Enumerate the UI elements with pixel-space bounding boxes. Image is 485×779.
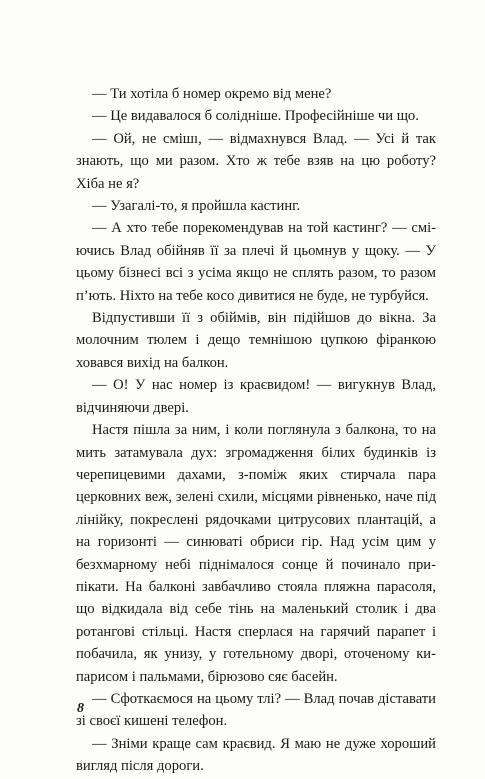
paragraph: — О! У нас номер із краєвидом! — вигукнув Влад, відчиняючи двері.	[76, 377, 436, 416]
paragraph: — Зніми краще сам краєвид. Я маю не дуже хороший вигляд після дороги.	[76, 735, 436, 775]
body-text	[76, 83, 436, 778]
paragraph: — Сфоткаємося на цьому тлі? — Влад почав діставати зі своєї кишені телефон.	[76, 690, 436, 730]
paragraph: Відпустивши її з обіймів, він підійшов до вікна. За молочним тюлем і дещо темнішою цупкою фіранкою ховався вихід на балкон.	[76, 310, 436, 371]
paragraph: — Узагалі-то, я пройшла кастинг.	[92, 198, 301, 215]
paragraph: — Це видавалося б солідніше. Професійніше чи що.	[92, 108, 419, 125]
paragraph: Настя пішла за ним, і коли поглянула з балкона, то на мить затамувала дух: згромадження білих будинків із черепицевими дахами, з-поміж яких стирчала пара церковних веж, зелені схили, місцями рівненько, наче під лінійку, покреслені рядочками цитрусових плантацій, а на горизонті — синюваті обриси гір. Над усім цим у безхмарному небі піднімалося сонце й починало припікати. На балконі завбачливо стояла пляжна парасоля, що відкидала від себе тінь на маленький столик і два ротангові стільці. Настя сперлася на гарячий парапет і побачила, як унизу, у готельному дворі, оточеному кипарисом і пальмами, бірюзово сяє басейн.	[76, 422, 436, 685]
paragraph: — А хто тебе порекомендував на той кастинг? — сміючись Влад обійняв її за плечі й цьомнув у щоку. — У цьому бізнесі всі з усіма якщо не сплять разом, то разом п’ють. Ніхто на тебе косо дивитися не буде, не турбуйся.	[76, 220, 436, 304]
page-number: 8	[77, 701, 84, 716]
paragraph: — Ой, не смішı, — відмахнувся Влад. — Усі й так знають, що ми разом. Хто ж тебе взяв на цю роботу? Хіба не я?	[76, 130, 436, 192]
paragraph: — Ти хотіла б номер окремо від мене?	[92, 86, 332, 102]
